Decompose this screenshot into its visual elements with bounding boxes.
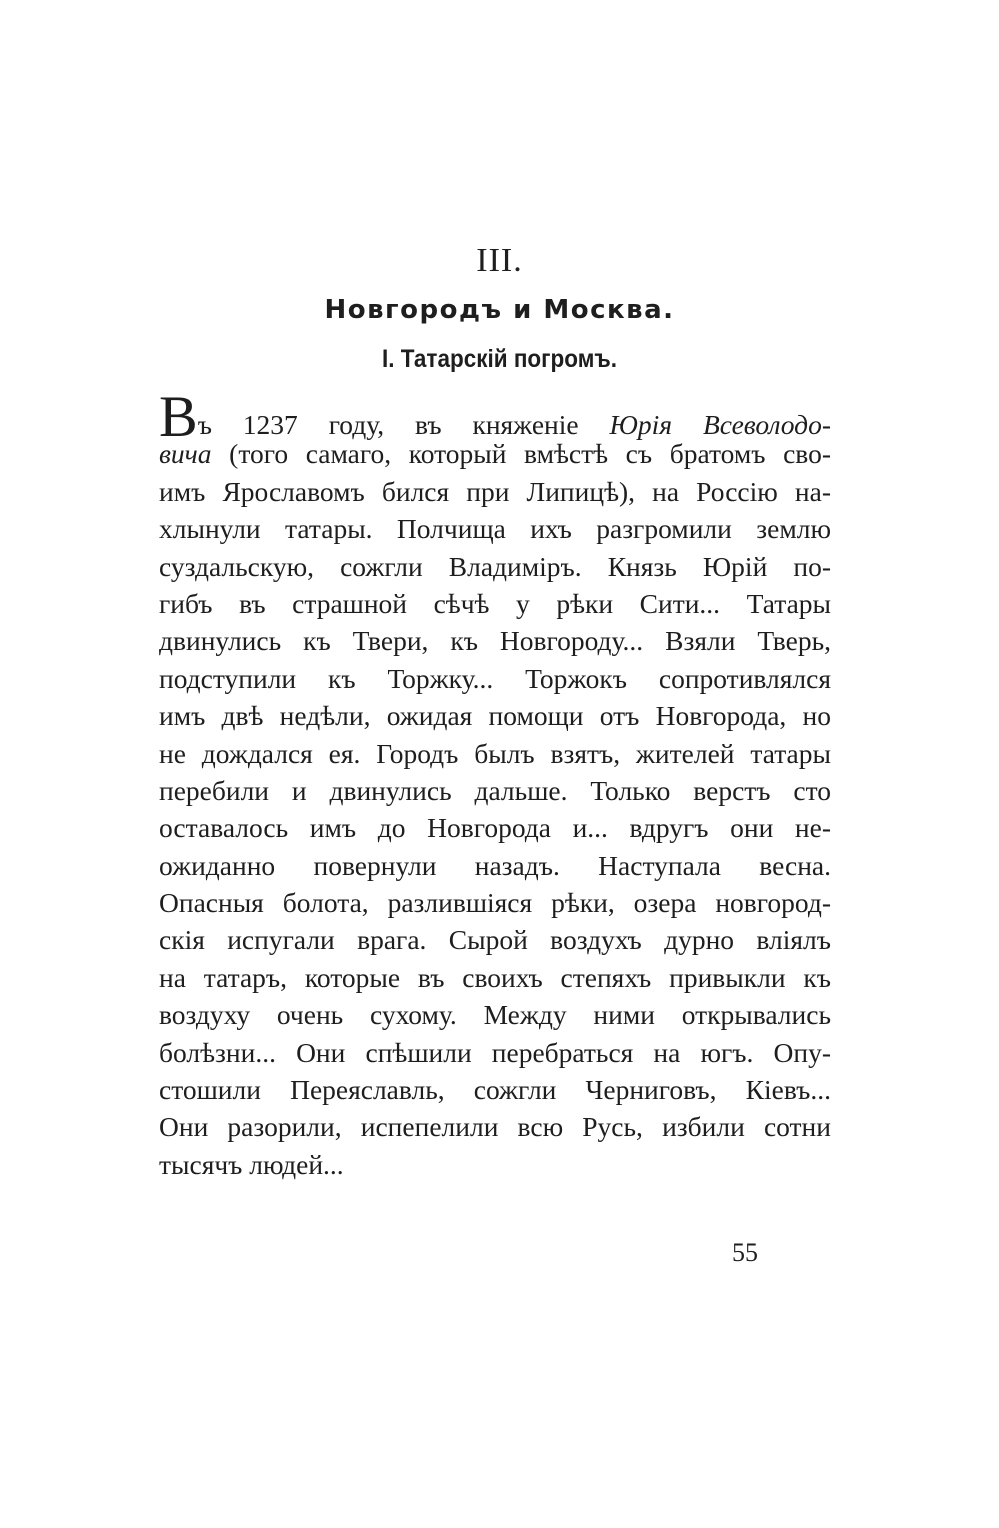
body-text (159, 384, 831, 1183)
text-line: перебили и двинулись дальше. Только верстъ сто (159, 774, 831, 806)
text-line (159, 435, 831, 472)
text-run: ъ 1237 году, въ княженіе (197, 409, 610, 440)
text-line: двинулись къ Твери, къ Новгороду... Взяли Тверь, (159, 625, 831, 657)
text-line: стошили Переяславль, сожгли Черниговъ, Кіевъ... (159, 1074, 831, 1106)
text-line: не дождался ея. Городъ былъ взятъ, жителей татары (159, 737, 831, 769)
italic-name: Юрія Всеволодо- (609, 409, 831, 440)
text-line: суздальскую, сожгли Владиміръ. Князь Юрій по- (159, 550, 831, 582)
text-line: Опасныя болота, разлившіяся рѣки, озера новгород- (159, 887, 831, 919)
text-line: ожиданно повернули назадъ. Наступала весна. (159, 849, 831, 881)
italic-name: вича (159, 438, 212, 470)
text-line: подступили къ Торжку... Торжокъ сопротивлялся (159, 662, 831, 694)
text-line: воздуху очень сухому. Между ними открывались (159, 999, 831, 1031)
chapter-title: Новгородъ и Москва. (324, 295, 675, 325)
chapter-number: III. (476, 242, 523, 279)
text-run: (того самаго, который вмѣстѣ съ братомъ сво- (211, 438, 831, 470)
text-line (159, 384, 831, 449)
text-line: гибъ въ страшной сѣчѣ у рѣки Сити... Татары (159, 587, 831, 619)
text-line: Они разорили, испепелили всю Русь, избили сотни (159, 1111, 831, 1143)
text-line: имъ двѣ недѣли, ожидая помощи отъ Новгорода, но (159, 700, 831, 732)
section-title: I. Татарскій погромъ. (381, 345, 618, 373)
text-line: болѣзни... Они спѣшили перебраться на югъ. Опу- (159, 1036, 831, 1068)
text-line: оставалось имъ до Новгорода и... вдругъ они не- (159, 812, 831, 844)
drop-cap: В (159, 384, 198, 449)
page-number: 55 (732, 1238, 758, 1267)
text-line: тысячъ людей... (159, 1148, 344, 1180)
text-line: на татаръ, которые въ своихъ степяхъ привыкли къ (159, 961, 831, 993)
text-line: скія испугали врага. Сырой воздухъ дурно вліялъ (159, 924, 831, 956)
text-line: имъ Ярославомъ бился при Липицѣ), на Россію на- (159, 475, 831, 507)
text-line: хлынули татары. Полчища ихъ разгромили землю (159, 513, 831, 545)
